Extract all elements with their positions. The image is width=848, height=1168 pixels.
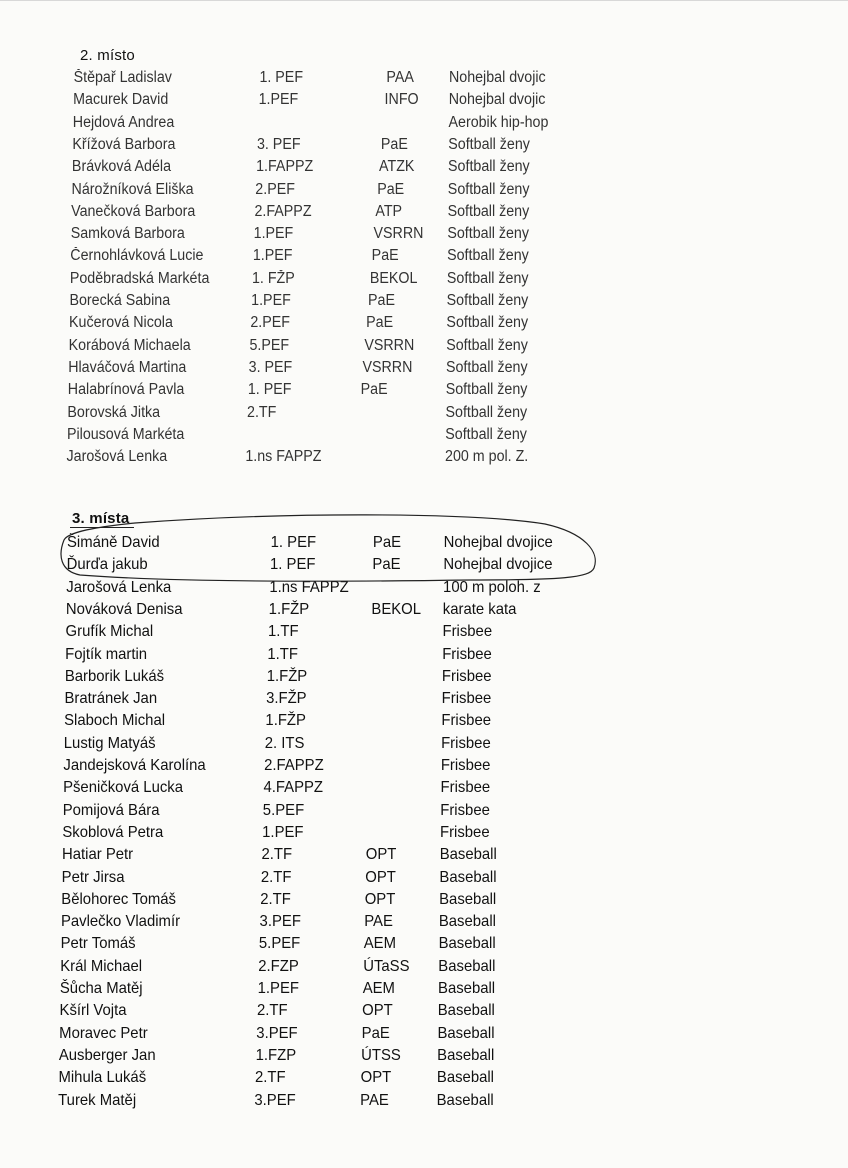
cell-sport: Softball ženy xyxy=(447,247,529,265)
cell-dept: PaE xyxy=(380,135,408,153)
list-row xyxy=(0,89,780,111)
cell-dept: ATP xyxy=(375,202,403,220)
cell-name: Hlaváčová Martina xyxy=(68,358,187,376)
cell-dept: BEKOL xyxy=(369,269,418,287)
cell-sport: Frisbee xyxy=(439,823,490,841)
cell-sport: Baseball xyxy=(438,935,496,953)
scan-edge-line xyxy=(0,0,848,1)
cell-name: Kšírl Vojta xyxy=(59,1002,127,1020)
cell-sport: Baseball xyxy=(439,846,497,864)
cell-faculty: 1.PEF xyxy=(257,980,299,997)
cell-name: Poděbradská Markéta xyxy=(69,269,210,287)
cell-name: Černohlávková Lucie xyxy=(70,247,204,265)
list-row xyxy=(0,844,789,866)
list-row xyxy=(0,312,780,334)
cell-faculty: 1.PEF xyxy=(262,823,304,841)
list-row xyxy=(0,223,780,245)
cell-name: Bělohorec Tomáš xyxy=(61,890,176,908)
cell-faculty: 1.PEF xyxy=(251,292,291,309)
cell-name: Fojtík martin xyxy=(65,645,148,663)
cell-sport: Frisbee xyxy=(442,623,493,641)
cell-name: Korábová Michaela xyxy=(68,336,191,354)
cell-name: Mihula Lukáš xyxy=(58,1069,147,1087)
cell-faculty: 2.FAPPZ xyxy=(254,202,312,220)
list-row xyxy=(0,867,789,889)
list-row xyxy=(0,379,780,401)
cell-faculty: 3.PEF xyxy=(259,913,301,931)
cell-dept: OPT xyxy=(365,868,396,886)
cell-name: Macurek David xyxy=(73,91,169,109)
cell-faculty: 5.PEF xyxy=(249,336,290,354)
cell-name: Křížová Barbora xyxy=(72,135,176,153)
list-row xyxy=(0,621,789,643)
cell-sport: Softball ženy xyxy=(446,292,529,309)
list-row xyxy=(0,245,780,267)
cell-sport: Frisbee xyxy=(440,801,490,819)
cell-faculty: 1. PEF xyxy=(269,556,316,574)
cell-faculty: 1.PEF xyxy=(258,91,299,109)
cell-dept: VSRRN xyxy=(362,358,413,376)
list-row xyxy=(0,933,789,955)
cell-sport: 100 m poloh. z xyxy=(443,578,541,596)
cell-faculty: 2.FZP xyxy=(258,957,299,975)
cell-name: Hejdová Andrea xyxy=(72,113,175,131)
cell-faculty: 2.TF xyxy=(260,890,291,908)
cell-dept: ATZK xyxy=(379,158,415,176)
cell-name: Borecká Sabina xyxy=(69,292,171,309)
list-row xyxy=(0,666,789,688)
list-row xyxy=(0,956,789,978)
cell-name: Štěpař Ladislav xyxy=(73,69,172,86)
cell-faculty: 1.PEF xyxy=(252,247,293,265)
cell-sport: Baseball xyxy=(439,890,497,908)
cell-sport: Baseball xyxy=(437,1046,495,1064)
cell-name: Grufík Michal xyxy=(65,623,154,641)
cell-faculty: 5.PEF xyxy=(262,801,305,819)
cell-sport: Frisbee xyxy=(440,779,491,797)
cell-name: Slaboch Michal xyxy=(64,712,166,730)
cell-name: Moravec Petr xyxy=(59,1024,148,1042)
cell-dept: PaE xyxy=(377,180,405,198)
list-row xyxy=(0,688,789,710)
cell-sport: Softball ženy xyxy=(447,225,529,243)
cell-sport: Baseball xyxy=(439,868,497,886)
cell-name: Šimáně David xyxy=(66,534,160,551)
cell-name: Ďurďa jakub xyxy=(66,556,148,574)
cell-faculty: 1.FŽP xyxy=(268,600,310,618)
list-row xyxy=(0,1090,789,1112)
cell-sport: Softball ženy xyxy=(448,135,530,153)
cell-sport: Frisbee xyxy=(441,667,492,685)
cell-faculty: 5.PEF xyxy=(258,935,301,953)
cell-faculty: 3.PEF xyxy=(256,1024,298,1042)
cell-name: Jandejsková Karolína xyxy=(63,757,206,774)
cell-name: Turek Matěj xyxy=(58,1091,137,1109)
list-row xyxy=(0,978,789,1000)
cell-faculty: 2.FAPPZ xyxy=(264,757,324,774)
section-title-second-place: 2. místo xyxy=(80,47,135,64)
list-row xyxy=(0,112,780,134)
cell-dept: PaE xyxy=(371,247,399,265)
cell-dept: OPT xyxy=(365,846,397,864)
cell-name: Kučerová Nicola xyxy=(69,314,173,332)
list-row xyxy=(0,268,780,290)
list-row xyxy=(0,599,789,621)
list-row xyxy=(0,134,780,156)
cell-dept: OPT xyxy=(362,1002,393,1020)
cell-sport: Frisbee xyxy=(440,757,491,774)
cell-dept: ÚTaSS xyxy=(363,957,410,975)
cell-name: Pilousová Markéta xyxy=(66,425,185,443)
list-row xyxy=(0,402,780,424)
cell-sport: Softball ženy xyxy=(446,314,529,332)
cell-sport: Softball ženy xyxy=(445,403,528,421)
list-row xyxy=(0,1000,789,1022)
list-row xyxy=(0,777,789,799)
cell-faculty: 1.TF xyxy=(267,645,298,663)
cell-faculty: 3. PEF xyxy=(248,358,293,376)
list-row xyxy=(0,532,789,554)
cell-name: Borovská Jitka xyxy=(67,403,161,421)
cell-name: Samková Barbora xyxy=(70,225,185,243)
list-row xyxy=(0,335,780,357)
list-row xyxy=(0,1067,789,1089)
cell-faculty: 1.FŽP xyxy=(266,667,308,685)
cell-name: Brávková Adéla xyxy=(71,158,172,176)
cell-sport: Softball ženy xyxy=(446,336,528,354)
list-row xyxy=(0,911,789,933)
list-row xyxy=(0,290,780,312)
cell-faculty: 2.TF xyxy=(256,1002,288,1020)
cell-dept: VSRRN xyxy=(373,225,424,243)
cell-dept: PAE xyxy=(360,1091,389,1109)
cell-sport: Nohejbal dvojic xyxy=(448,91,546,109)
cell-name: Ausberger Jan xyxy=(58,1046,156,1064)
list-row xyxy=(0,577,789,599)
cell-dept: PaE xyxy=(372,534,402,551)
list-row xyxy=(0,755,789,777)
cell-name: Pavlečko Vladimír xyxy=(60,913,181,931)
cell-name: Šůcha Matěj xyxy=(59,980,143,997)
list-row xyxy=(0,822,789,844)
list-row xyxy=(0,800,789,822)
cell-faculty: 1. PEF xyxy=(259,69,304,86)
cell-dept: PAA xyxy=(386,69,414,86)
cell-dept: OPT xyxy=(360,1069,392,1087)
cell-faculty: 1.TF xyxy=(268,623,299,641)
list-row xyxy=(0,1023,789,1045)
cell-faculty: 2.TF xyxy=(247,403,277,421)
list-row xyxy=(0,710,789,732)
cell-name: Jarošová Lenka xyxy=(66,448,168,466)
cell-dept: PAE xyxy=(364,913,393,931)
cell-faculty: 3. PEF xyxy=(256,135,301,153)
cell-dept: VSRRN xyxy=(364,336,415,354)
title-underline xyxy=(70,527,134,528)
cell-sport: 200 m pol. Z. xyxy=(445,448,529,466)
list-row xyxy=(0,733,789,755)
cell-faculty: 2. ITS xyxy=(264,734,305,752)
cell-sport: Baseball xyxy=(438,957,496,975)
cell-name: Pomijová Bára xyxy=(62,801,160,819)
cell-name: Barborik Lukáš xyxy=(64,667,165,685)
cell-sport: Baseball xyxy=(438,980,496,997)
cell-sport: Softball ženy xyxy=(445,381,528,399)
list-row xyxy=(0,644,789,666)
cell-name: Lustig Matyáš xyxy=(63,734,156,752)
cell-sport: Softball ženy xyxy=(447,202,530,220)
cell-name: Skoblová Petra xyxy=(62,823,164,841)
cell-sport: Baseball xyxy=(438,913,496,931)
cell-sport: Baseball xyxy=(436,1069,494,1087)
cell-faculty: 2.TF xyxy=(261,846,293,864)
cell-faculty: 4.FAPPZ xyxy=(263,779,324,797)
cell-name: Halabrínová Pavla xyxy=(67,381,185,399)
cell-dept: PaE xyxy=(368,292,395,309)
list-row xyxy=(0,156,780,178)
cell-sport: Softball ženy xyxy=(445,425,527,443)
cell-name: Nárožníková Eliška xyxy=(71,180,194,198)
cell-faculty: 2.TF xyxy=(254,1069,286,1087)
cell-faculty: 1. PEF xyxy=(247,381,292,399)
cell-name: Bratránek Jan xyxy=(64,690,158,708)
cell-sport: Softball ženy xyxy=(445,358,528,376)
cell-name: Petr Jirsa xyxy=(61,868,125,886)
cell-sport: Nohejbal dvojice xyxy=(443,556,553,574)
cell-sport: Frisbee xyxy=(441,690,492,708)
cell-dept: INFO xyxy=(384,91,419,109)
cell-dept: ÚTSS xyxy=(361,1046,401,1064)
cell-faculty: 1.PEF xyxy=(253,225,294,243)
list-row xyxy=(0,201,780,223)
cell-faculty: 1.FZP xyxy=(255,1046,297,1064)
section-title-third-places: 3. místa xyxy=(72,510,130,527)
cell-sport: Frisbee xyxy=(441,734,491,752)
list-row xyxy=(0,1045,789,1067)
list-row xyxy=(0,67,780,89)
cell-faculty: 3.PEF xyxy=(254,1091,296,1109)
list-row xyxy=(0,179,780,201)
cell-name: Petr Tomáš xyxy=(60,935,136,953)
cell-faculty: 1.FAPPZ xyxy=(256,158,314,176)
cell-sport: Softball ženy xyxy=(448,158,530,176)
cell-dept: PaE xyxy=(360,381,388,399)
cell-dept: BEKOL xyxy=(371,600,422,618)
cell-dept: PaE xyxy=(361,1024,390,1042)
cell-sport: Baseball xyxy=(437,1002,495,1020)
cell-name: Hatiar Petr xyxy=(62,846,134,864)
list-row xyxy=(0,554,789,576)
list-row xyxy=(0,446,780,468)
cell-dept: OPT xyxy=(364,890,396,908)
cell-name: Král Michael xyxy=(60,957,143,975)
cell-name: Jarošová Lenka xyxy=(66,578,172,596)
cell-name: Vanečková Barbora xyxy=(71,202,196,220)
cell-sport: Aerobik hip-hop xyxy=(448,113,549,131)
cell-sport: Frisbee xyxy=(442,645,492,663)
cell-faculty: 1. FŽP xyxy=(251,269,295,287)
cell-name: Nováková Denisa xyxy=(65,600,183,618)
cell-faculty: 1.ns FAPPZ xyxy=(245,448,322,466)
cell-sport: Softball ženy xyxy=(447,180,530,198)
cell-sport: Softball ženy xyxy=(446,269,529,287)
cell-faculty: 2.TF xyxy=(260,868,292,886)
cell-sport: Nohejbal dvojic xyxy=(448,69,546,86)
cell-dept: PaE xyxy=(372,556,401,574)
list-row xyxy=(0,424,780,446)
cell-faculty: 2.PEF xyxy=(250,314,290,332)
cell-faculty: 1.ns FAPPZ xyxy=(269,578,349,596)
cell-faculty: 1. PEF xyxy=(270,534,317,551)
cell-faculty: 1.FŽP xyxy=(265,712,306,730)
cell-dept: PaE xyxy=(366,314,394,332)
cell-sport: Baseball xyxy=(436,1091,494,1109)
cell-faculty: 2.PEF xyxy=(255,180,295,198)
cell-dept: AEM xyxy=(362,980,395,997)
cell-faculty: 3.FŽP xyxy=(266,690,307,708)
cell-sport: Baseball xyxy=(437,1024,495,1042)
list-row xyxy=(0,889,789,911)
cell-dept: AEM xyxy=(363,935,396,953)
cell-sport: karate kata xyxy=(442,600,517,618)
list-row xyxy=(0,357,780,379)
cell-sport: Frisbee xyxy=(441,712,491,730)
cell-name: Pšeničková Lucka xyxy=(63,779,184,797)
cell-sport: Nohejbal dvojice xyxy=(443,534,553,551)
